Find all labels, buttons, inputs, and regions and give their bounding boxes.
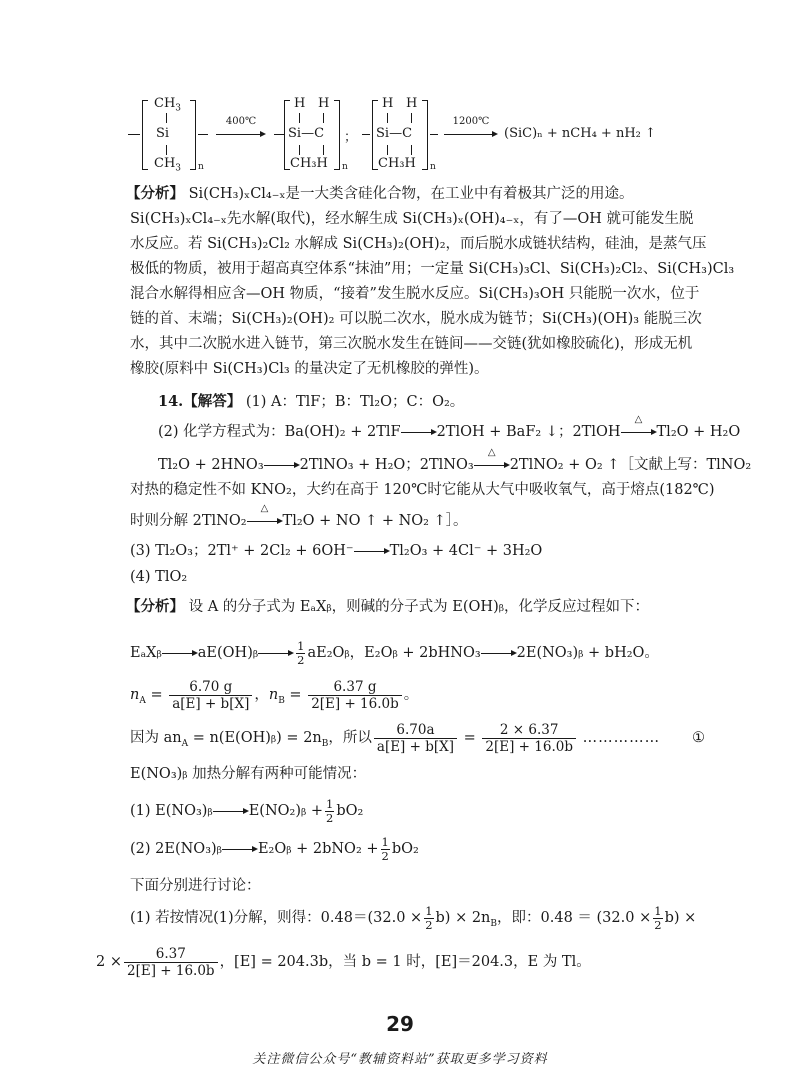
bond-line: [274, 134, 284, 135]
discussion-line: (1) 若按情况(1)分解，则得：0.48＝(32.0 × $\frac{1}{2}$ $b) \times 2n_B$，即：0.48 ＝ (32.0 × $\frac{1}{2}$ b) ×: [130, 903, 697, 932]
case2-equation: (2) 2E(NO₃)ᵦ E₂Oᵦ + 2bNO₂ + $\frac{1}{2}$ bO₂: [130, 834, 419, 863]
heat-arrow: △: [247, 514, 283, 528]
answer14-line: (3) Tl₂O₃；2Tl⁺ + 2Cl₂ + 6OH⁻ Tl₂O₃ + 4Cl⁻ + 3H₂O: [130, 543, 543, 559]
answer14-line: 对热的稳定性不如 KNO₂，大约在高于 120℃时它能从大气中吸收氧气，高于熔点(182℃): [130, 482, 715, 498]
hydrogen-atom: H: [406, 96, 418, 111]
moles-equation: $n_A$ = $\frac{6.70 g}{a[E] + b[X]}$ ，$n_B$ = $\frac{6.37 g}{2[E] + 16.0b}$ 。: [130, 678, 419, 712]
reaction-arrow: [162, 646, 198, 660]
answer14-line: 时则分解 2TlNO₂ △ Tl₂O + NO ↑ + NO₂ ↑］。: [130, 503, 468, 529]
bond-line: [387, 113, 388, 123]
bond-line: [198, 134, 208, 135]
subscript-n: n: [342, 162, 348, 172]
bond-line: [299, 113, 300, 123]
fraction-half: $\frac{1}{2}$: [654, 903, 662, 932]
reaction-arrow: 400℃: [216, 127, 266, 141]
fraction-half: $\frac{1}{2}$: [381, 834, 389, 863]
heat-arrow: △: [474, 458, 510, 472]
reaction-arrow: [222, 842, 258, 856]
bond-line: [362, 134, 370, 135]
si-c-bond: Si—C: [376, 126, 413, 141]
bond-line: [299, 145, 300, 155]
ch3h-group: CH₃H: [290, 156, 328, 171]
analysis1-line: 极低的物质，被用于超高真空体系“抹油”用；一定量 Si(CH₃)₃Cl、Si(CH₃)₂Cl₂、Si(CH₃)Cl₃: [130, 261, 735, 277]
analysis-tag: 【分析】: [126, 185, 184, 202]
fraction-left: $\frac{6.70a}{a[E] + b[X]}$: [374, 722, 457, 755]
bracket-right: [190, 100, 196, 170]
discussion-line: 2 × $\frac{6.37}{2[E] + 16.0b}$ ，[E] = 204.3b，当 b = 1 时，[E]＝204.3，E 为 Tl。: [96, 945, 591, 979]
bond-line: [411, 113, 412, 123]
hydrogen-atom: H: [318, 96, 330, 111]
silicon-atom: Si: [156, 126, 170, 141]
subscript-n: n: [430, 162, 436, 172]
leader-dots: ……………: [582, 730, 661, 746]
fraction-half: $\frac{1}{2}$: [425, 903, 433, 932]
reaction-arrow: 1200℃: [444, 127, 498, 141]
analysis1-line: 链的首、末端；Si(CH₃)₂(OH)₂ 可以脱二次水，脱水成为链节；Si(CH₃)(OH)₃ 能脱三次: [130, 311, 702, 327]
analysis1-line: 【分析】 Si(CH₃)ₓCl₄₋ₓ是一大类含硅化合物，在工业中有着极其广泛的用途。: [126, 185, 634, 202]
analysis1-line: 水反应。若 Si(CH₃)₂Cl₂ 水解成 Si(CH₃)₂(OH)₂，而后脱水成链状结构，硅油，是蒸气压: [130, 236, 707, 252]
bond-line: [323, 145, 324, 155]
fraction-nb: $\frac{6.37 g}{2[E] + 16.0b}$: [308, 679, 402, 712]
heat-arrow: △: [621, 425, 657, 439]
bond-line: [128, 134, 140, 135]
semicolon: ；: [344, 130, 358, 145]
fraction-na: $\frac{6.70 g}{a[E] + b[X]}$: [169, 679, 252, 712]
bond-line: [387, 145, 388, 155]
question-number: 14.: [158, 393, 184, 410]
bond-line: [166, 145, 167, 155]
fraction-d2: $\frac{6.37}{2[E] + 16.0b}$: [124, 946, 218, 979]
answer14-line: Tl₂O + 2HNO₃ 2TlNO₃ + H₂O；2TlNO₃ △ 2TlNO₂ + O₂ ↑［文献上写：TlNO₂: [158, 447, 752, 473]
fraction-half: $\frac{1}{2}$: [297, 638, 305, 667]
bracket-left: [142, 100, 148, 170]
si-c-bond: Si—C: [288, 126, 325, 141]
subscript-n: n: [198, 162, 204, 172]
reaction-equation: EₐXᵦ aE(OH)ᵦ $\frac{1}{2}$ aE₂Oᵦ，E₂Oᵦ + 2bHNO₃ 2E(NO₃)ᵦ + bH₂O。: [130, 638, 659, 667]
reaction-arrow: [264, 458, 300, 472]
products: (SiC)ₙ + nCH₄ + nH₂ ↑: [504, 126, 656, 141]
analysis1-line: 水，其中二次脱水进入链节，第三次脱水发生在链间——交链(犹如橡胶硫化)，形成无机: [130, 336, 693, 352]
ch3h-group: CH₃H: [378, 156, 416, 171]
bond-line: [430, 134, 438, 135]
hydrogen-atom: H: [294, 96, 306, 111]
hydrogen-atom: H: [382, 96, 394, 111]
equation-marker: ①: [692, 730, 705, 746]
ch3-group: $CH_3$: [154, 96, 182, 114]
analysis1-line: 混合水解得相应含—OH 物质，“接着”发生脱水反应。Si(CH₃)₃OH 只能脱一次水，位于: [130, 286, 700, 302]
reaction-arrow: [213, 804, 249, 818]
analysis2-line: 【分析】 设 A 的分子式为 EₐXᵦ，则碱的分子式为 E(OH)ᵦ，化学反应过程如下：: [126, 598, 649, 615]
answer14-line: (4) TlO₂: [130, 569, 188, 585]
reaction-arrow: [401, 425, 437, 439]
bond-line: [411, 145, 412, 155]
polymer-structure-equation: [126, 96, 686, 178]
case1-equation: (1) E(NO₃)ᵦ E(NO₂)ᵦ + $\frac{1}{2}$ bO₂: [130, 796, 364, 825]
analysis-tag: 【分析】: [126, 598, 184, 615]
analysis1-line: 橡胶(原料中 Si(CH₃)Cl₃ 的量决定了无机橡胶的弹性)。: [130, 361, 489, 377]
bracket-right: [334, 100, 340, 170]
bond-line: [323, 113, 324, 123]
answer14-line: 14.【解答】 (1) A：TlF；B：Tl₂O；C：O₂。: [158, 393, 465, 410]
answer14-line: (2) 化学方程式为：Ba(OH)₂ + 2TlF 2TlOH + BaF₂ ↓；2TlOH △ Tl₂O + H₂O: [158, 414, 741, 440]
reaction-arrow: [481, 646, 517, 660]
analysis2-line: 下面分别进行讨论：: [130, 878, 261, 894]
bond-line: [166, 113, 167, 123]
analysis2-line: E(NO₃)ᵦ 加热分解有两种可能情况：: [130, 766, 367, 782]
bracket-right: [422, 100, 428, 170]
fraction-half: $\frac{1}{2}$: [326, 796, 334, 825]
ratio-equation: 因为 $an_A$ = n(E(OH)ᵦ) = $2n_B$，所以 $\frac{6.70a}{a[E] + b[X]}$ = $\frac{2 \times 6.37}{2[E] + 16.0b}$ …………… ①: [130, 718, 660, 758]
reaction-arrow: [258, 646, 294, 660]
ch3-group: $CH_3$: [154, 156, 182, 174]
analysis1-line: Si(CH₃)ₓCl₄₋ₓ先水解(取代)，经水解生成 Si(CH₃)ₓ(OH)₄₋ₓ，有了—OH 就可能发生脱: [130, 211, 694, 227]
reaction-arrow: [354, 544, 390, 558]
footer-note: 关注微信公众号“教辅资料站”获取更多学习资料: [252, 1052, 548, 1067]
page-number: 29: [386, 1012, 414, 1036]
answer-tag: 【解答】: [183, 393, 242, 410]
fraction-right: $\frac{2 \times 6.37}{2[E] + 16.0b}$: [482, 722, 576, 755]
